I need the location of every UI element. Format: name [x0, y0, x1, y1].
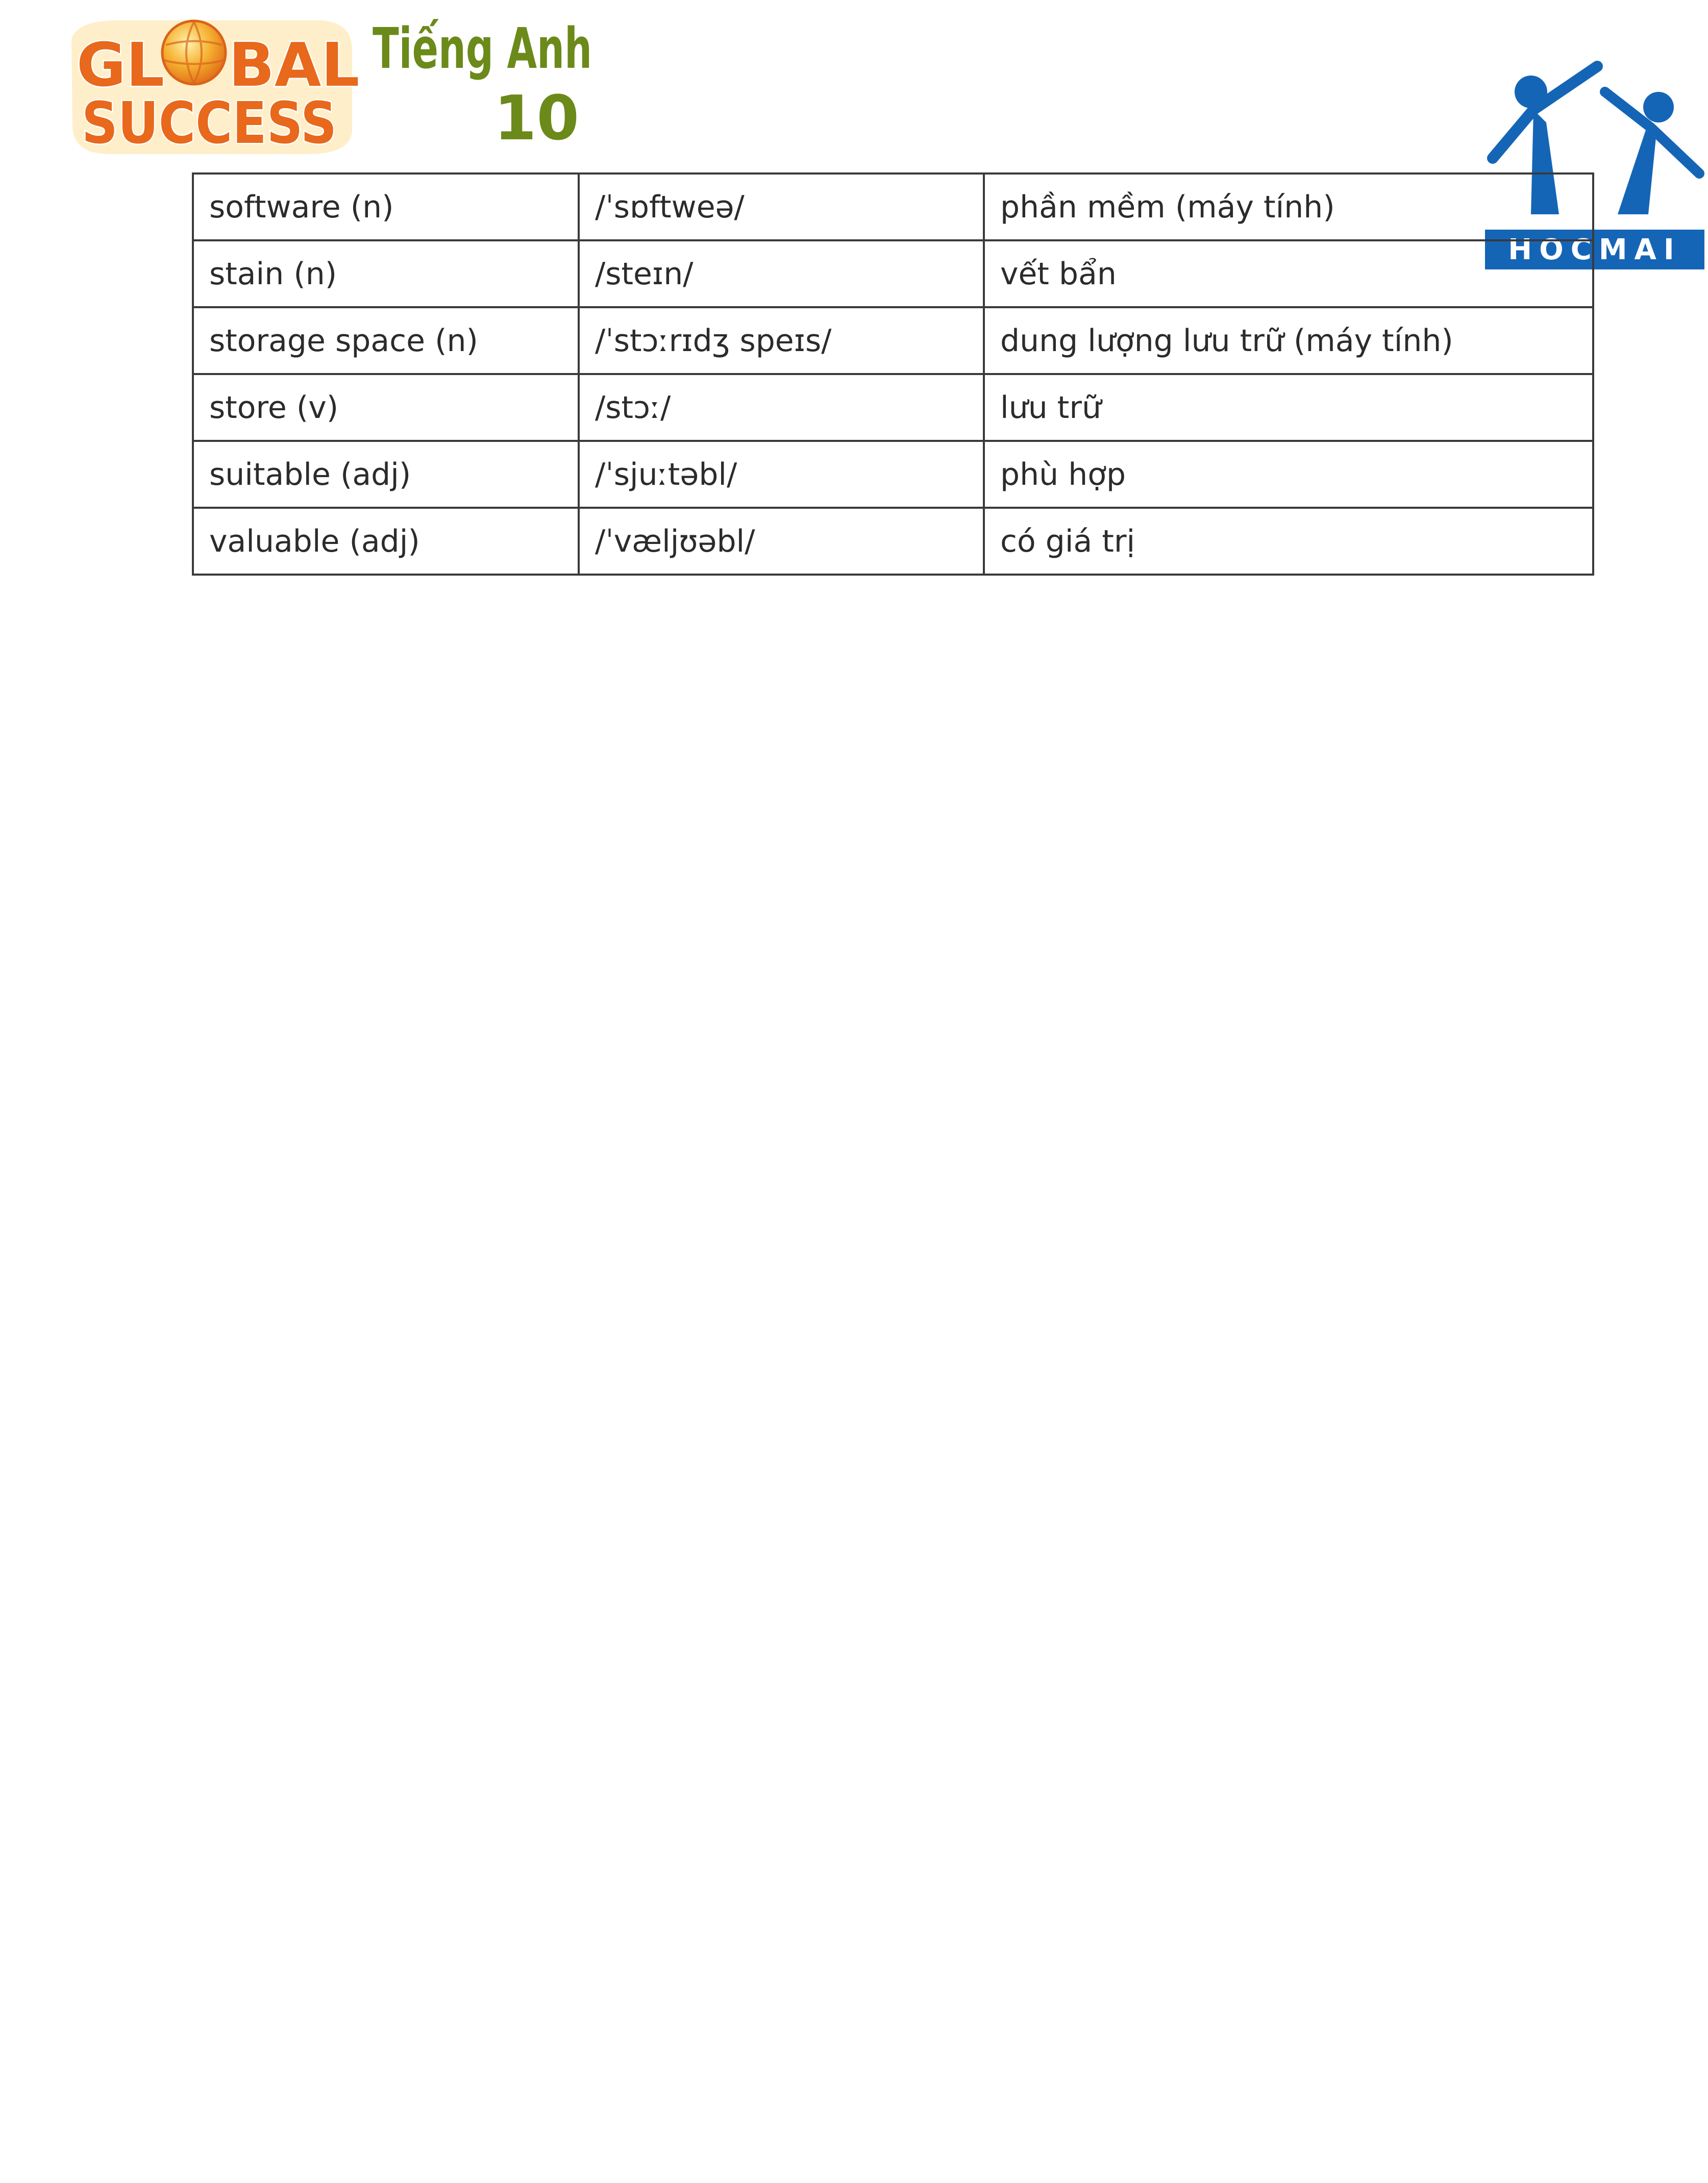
word-cell: stain (n): [193, 240, 579, 307]
word-cell: suitable (adj): [193, 441, 579, 508]
meaning-cell: lưu trữ: [984, 374, 1593, 441]
logo-title: Tiếng Anh: [373, 16, 592, 81]
word-cell: storage space (n): [193, 307, 579, 374]
table-row: [193, 508, 1593, 575]
ipa-cell: /steɪn/: [579, 240, 984, 307]
table-row: [193, 374, 1593, 441]
word-cell: valuable (adj): [193, 508, 579, 575]
global-success-logo: [66, 9, 597, 157]
ipa-cell: /ˈstɔːrɪdʒ speɪs/: [579, 307, 984, 374]
ipa-cell: /ˈvæljʊəbl/: [579, 508, 984, 575]
meaning-cell: dung lượng lưu trữ (máy tính): [984, 307, 1593, 374]
table-row: [193, 173, 1593, 240]
svg-text:GL: GL: [77, 30, 165, 100]
ipa-cell: /ˈsjuːtəbl/: [579, 441, 984, 508]
table-row: [193, 240, 1593, 307]
word-cell: software (n): [193, 173, 579, 240]
ipa-cell: /ˈsɒftweə/: [579, 173, 984, 240]
meaning-cell: có giá trị: [984, 508, 1593, 575]
logo-grade: 10: [494, 83, 579, 154]
svg-text:SUCCESS: SUCCESS: [82, 90, 337, 157]
vocabulary-table: [192, 172, 1594, 576]
word-cell: store (v): [193, 374, 579, 441]
ipa-cell: /stɔː/: [579, 374, 984, 441]
meaning-cell: phần mềm (máy tính): [984, 173, 1593, 240]
hocmai-text: HOCMAI: [1508, 233, 1681, 266]
table-row: [193, 441, 1593, 508]
svg-text:BAL: BAL: [229, 30, 360, 100]
meaning-cell: vết bẩn: [984, 240, 1593, 307]
table-row: [193, 307, 1593, 374]
meaning-cell: phù hợp: [984, 441, 1593, 508]
